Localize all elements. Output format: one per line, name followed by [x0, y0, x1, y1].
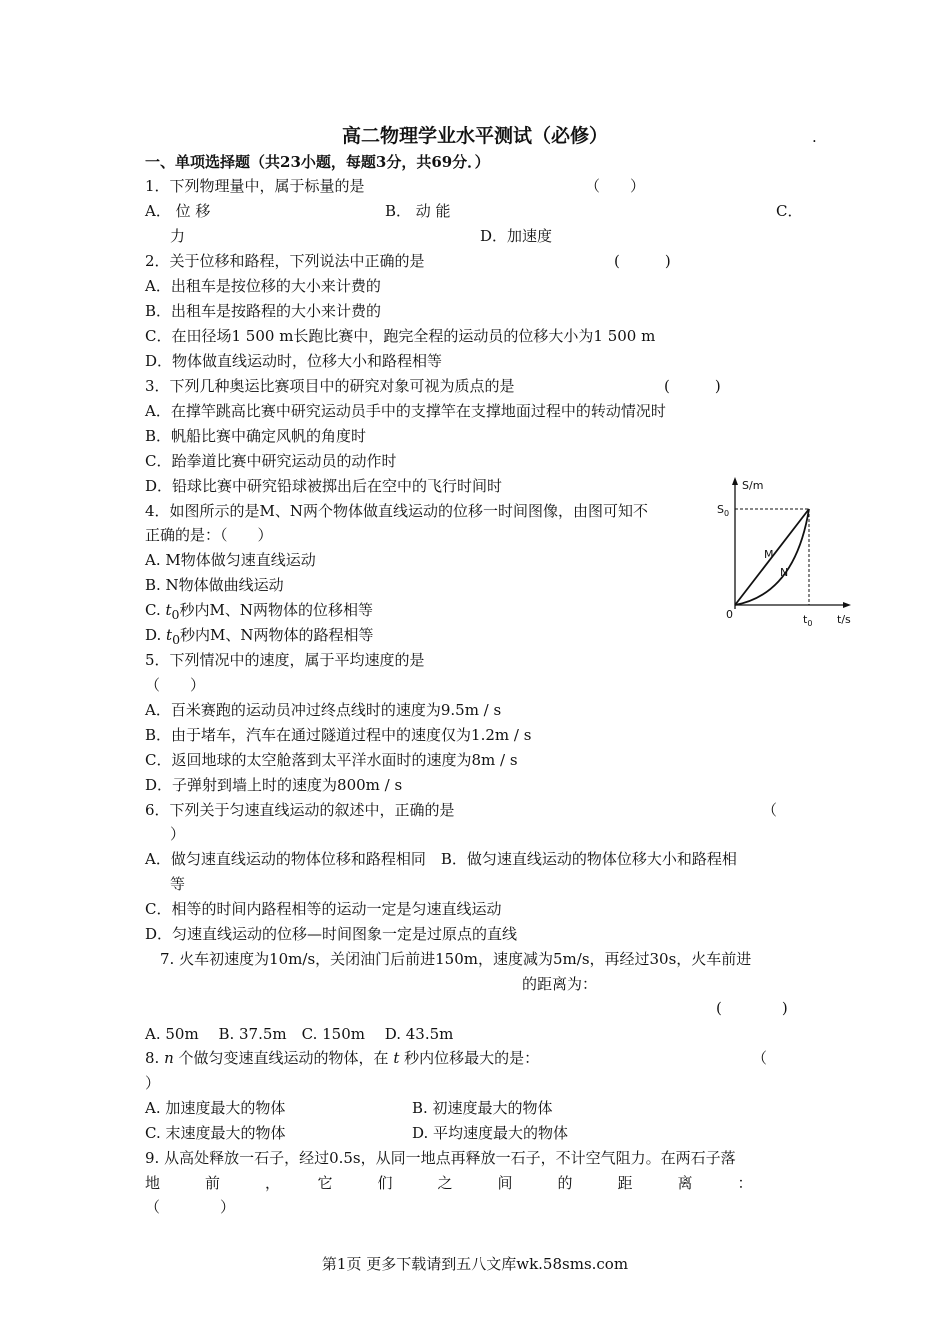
q7-bracket: ( )	[716, 999, 788, 1017]
q1-bracket: （ ）	[585, 177, 646, 195]
page-title: 高二物理学业水平测试（必修）	[341, 125, 608, 147]
q5-option-b: B．由于堵车，汽车在通过隧道过程中的速度仅为1.2m / s	[145, 726, 532, 744]
position-time-graph	[715, 474, 855, 632]
t0-label: $t_0$	[803, 613, 813, 628]
q2-option-a: A．出租车是按位移的大小来计费的	[145, 277, 381, 295]
page-footer: 第1页 更多下载请到五八文库wk.58sms.com	[321, 1255, 629, 1273]
q4-stem-cont: 正确的是：（ ）	[145, 526, 273, 544]
q4-option-c: C. $t_0$秒内M、N两物体的位移相等	[145, 601, 373, 622]
q5-option-c: C．返回地球的太空舱落到太平洋水面时的速度为8m / s	[145, 751, 518, 769]
origin-label: 0	[726, 608, 733, 621]
q8-option-c: C. 末速度最大的物体	[145, 1124, 286, 1142]
q6-option-c: C．相等的时间内路程相等的运动一定是匀速直线运动	[145, 900, 502, 918]
q7-options: A. 50m B. 37.5m C. 150m D. 43.5m	[145, 1025, 454, 1043]
q2-stem: 2．关于位移和路程，下列说法中正确的是	[145, 252, 425, 270]
q3-option-d: D．铅球比赛中研究铅球被掷出后在空中的飞行时间时	[145, 477, 503, 495]
q8-stem: 8. n 个做匀变速直线运动的物体，在 t 秒内位移最大的是：	[145, 1049, 540, 1067]
q9-stem: 9. 从高处释放一石子，经过0.5s，从同一地点再释放一石子，不计空气阻力。在两石子落	[145, 1149, 736, 1167]
y-axis-label: S/m	[742, 479, 764, 492]
q1-option-b: B． 动 能	[385, 202, 451, 220]
x-axis-label: t/s	[837, 613, 851, 626]
q1-option-c: C．	[776, 202, 803, 220]
label-m: M	[764, 548, 774, 561]
q3-option-a: A．在撑竿跳高比赛中研究运动员手中的支撑竿在支撑地面过程中的转动情况时	[145, 402, 666, 420]
q8-option-b: B. 初速度最大的物体	[412, 1099, 553, 1117]
q3-bracket: ( )	[664, 377, 721, 395]
q1-option-c-cont: 力	[170, 227, 186, 245]
q4-option-d: D. $t_0$秒内M、N两物体的路程相等	[145, 626, 374, 647]
q8-option-d: D. 平均速度最大的物体	[412, 1124, 569, 1142]
s0-label: $S_0$	[717, 503, 730, 518]
q5-bracket: （ ）	[145, 676, 206, 694]
q3-option-c: C．跆拳道比赛中研究运动员的动作时	[145, 452, 397, 470]
q8-bracket-close: ）	[145, 1074, 161, 1092]
label-n: N	[780, 566, 789, 579]
q3-option-b: B．帆船比赛中确定风帆的角度时	[145, 427, 367, 445]
title-dot: .	[812, 128, 817, 146]
q1-option-d: D．加速度	[480, 227, 553, 245]
q6-option-ab-cont: 等	[170, 875, 186, 893]
q1-stem: 1．下列物理量中，属于标量的是	[145, 177, 365, 195]
q6-option-ab: A．做匀速直线运动的物体位移和路程相同 B．做匀速直线运动的物体位移大小和路程相	[145, 850, 737, 868]
q6-stem: 6．下列关于匀速直线运动的叙述中，正确的是	[145, 801, 455, 819]
q6-option-d: D．匀速直线运动的位移—时间图象一定是过原点的直线	[145, 925, 518, 943]
q5-option-a: A．百米赛跑的运动员冲过终点线时的速度为9.5m / s	[145, 701, 502, 719]
q4-stem: 4．如图所示的是M、N两个物体做直线运动的位移一时间图像，由图可知不	[145, 502, 649, 520]
x-axis-arrow-icon	[843, 602, 851, 608]
q8-bracket-open: （	[752, 1049, 768, 1067]
q9-bracket: （ ）	[145, 1198, 236, 1216]
q5-stem: 5．下列情况中的速度，属于平均速度的是	[145, 651, 425, 669]
q2-option-c: C．在田径场1 500 m长跑比赛中，跑完全程的运动员的位移大小为1 500 m	[145, 327, 656, 345]
q6-bracket-open: （	[762, 801, 778, 819]
q2-option-b: B．出租车是按路程的大小来计费的	[145, 302, 382, 320]
q9-stem-cont: 地 前 ， 它 们 之 间 的 距 离 ：	[145, 1174, 753, 1192]
q4-option-b: B. N物体做曲线运动	[145, 576, 284, 594]
q5-option-d: D．子弹射到墙上时的速度为800m / s	[145, 776, 403, 794]
y-axis-arrow-icon	[732, 477, 738, 485]
q8-option-a: A. 加速度最大的物体	[145, 1099, 286, 1117]
q7-stem: 7. 火车初速度为10m/s，关闭油门后前进150m，速度减为5m/s，再经过30s，火车前进	[160, 950, 752, 968]
q2-bracket: ( )	[614, 252, 671, 270]
section-heading: 一、单项选择题（共23小题，每题3分，共69分．）	[145, 153, 490, 171]
q4-option-a: A. M物体做匀速直线运动	[145, 551, 316, 569]
q6-bracket-close: ）	[170, 825, 186, 843]
q3-stem: 3．下列几种奥运比赛项目中的研究对象可视为质点的是	[145, 377, 515, 395]
q2-option-d: D．物体做直线运动时，位移大小和路程相等	[145, 352, 443, 370]
q7-stem-cont: 的距离为：	[522, 975, 598, 993]
q1-option-a: A． 位 移	[145, 202, 211, 220]
